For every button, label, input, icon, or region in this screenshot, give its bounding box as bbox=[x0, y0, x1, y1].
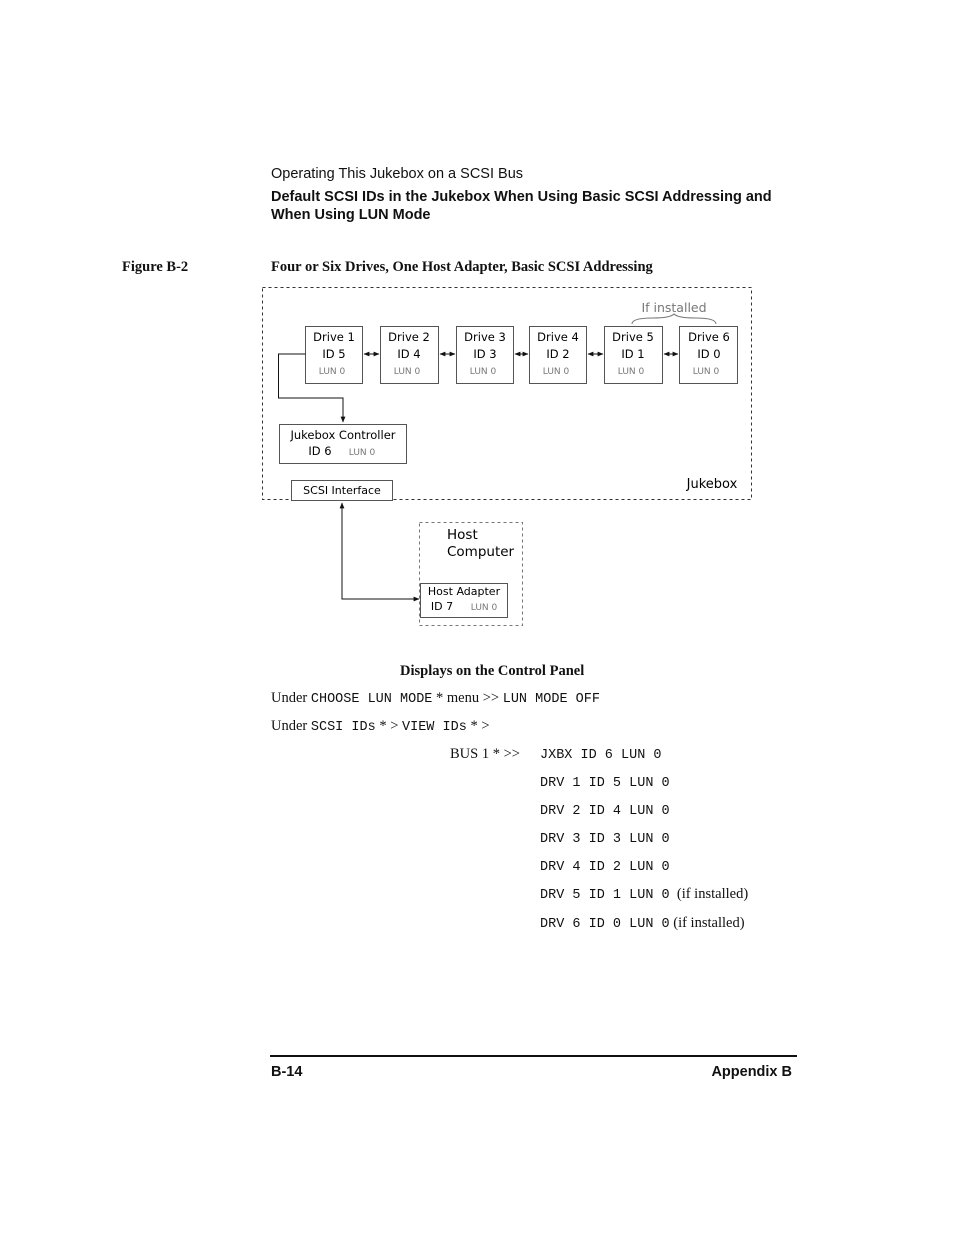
if-installed-brace bbox=[632, 314, 716, 324]
host-adapter-lun: LUN 0 bbox=[470, 603, 498, 613]
display-row: JXBX ID 6 LUN 0 bbox=[540, 748, 662, 763]
host-adapter-id: ID 7 bbox=[430, 600, 454, 613]
display-row: DRV 1 ID 5 LUN 0 bbox=[540, 776, 670, 791]
drive-lun: LUN 0 bbox=[617, 367, 645, 377]
drive-name: Drive 5 bbox=[612, 330, 654, 344]
jukebox-controller-box bbox=[280, 425, 407, 464]
host-label-line2: Computer bbox=[447, 544, 515, 560]
figure-label: Figure B-2 bbox=[122, 259, 189, 275]
jukebox-label: Jukebox bbox=[686, 477, 738, 492]
display-row: DRV 4 ID 2 LUN 0 bbox=[540, 860, 670, 875]
drive-lun: LUN 0 bbox=[542, 367, 570, 377]
menu-code: LUN MODE OFF bbox=[502, 692, 600, 707]
menu-code: SCSI IDs bbox=[310, 720, 376, 735]
drive-id: ID 5 bbox=[322, 347, 346, 361]
display-row: DRV 6 ID 0 LUN 0 (if installed) bbox=[540, 915, 745, 932]
drive-lun: LUN 0 bbox=[469, 367, 497, 377]
panel-heading: Displays on the Control Panel bbox=[400, 663, 585, 679]
controller-name: Jukebox Controller bbox=[290, 428, 396, 442]
drive-lun: LUN 0 bbox=[393, 367, 421, 377]
scsi-diagram bbox=[248, 282, 770, 627]
display-row: DRV 5 ID 1 LUN 0 (if installed) bbox=[540, 886, 749, 903]
host-adapter-box bbox=[421, 584, 508, 618]
drive-name: Drive 3 bbox=[464, 330, 506, 344]
appendix-label: Appendix B bbox=[711, 1064, 792, 1080]
drive-name: Drive 6 bbox=[688, 330, 730, 344]
scsi-interface-box bbox=[292, 481, 393, 501]
drive-name: Drive 2 bbox=[388, 330, 430, 344]
display-row: DRV 3 ID 3 LUN 0 bbox=[540, 832, 670, 847]
jukebox-enclosure bbox=[263, 288, 752, 500]
drive-lun: LUN 0 bbox=[692, 367, 720, 377]
running-head: Operating This Jukebox on a SCSI Bus bbox=[271, 166, 524, 182]
drive-box bbox=[381, 327, 439, 384]
scsi-interface-label: SCSI Interface bbox=[303, 484, 381, 497]
drive-box bbox=[306, 327, 363, 384]
bus-prefix: BUS 1 * >> bbox=[450, 746, 524, 762]
drive-box bbox=[457, 327, 514, 384]
menu-code: VIEW IDs bbox=[402, 720, 467, 735]
section-title: Default SCSI IDs in the Jukebox When Using Basic SCSI Addressing and When Using LUN Mode bbox=[271, 189, 772, 223]
host-label-line1: Host bbox=[447, 527, 478, 543]
display-row: DRV 2 ID 4 LUN 0 bbox=[540, 804, 670, 819]
drive-id: ID 2 bbox=[546, 347, 570, 361]
footer-rule bbox=[270, 1055, 797, 1057]
menu-code: CHOOSE LUN MODE bbox=[310, 692, 433, 707]
drive-id: ID 4 bbox=[397, 347, 421, 361]
if-installed-label: If installed bbox=[641, 300, 707, 315]
panel-line-scsi-ids: Under SCSI IDs * > VIEW IDs * > bbox=[271, 718, 490, 735]
drive-box bbox=[530, 327, 587, 384]
drive-id: ID 1 bbox=[621, 347, 645, 361]
host-adapter-name: Host Adapter bbox=[427, 585, 501, 598]
drive-box bbox=[605, 327, 663, 384]
figure-title: Four or Six Drives, One Host Adapter, Basic SCSI Addressing bbox=[271, 259, 653, 275]
drive-name: Drive 1 bbox=[313, 330, 355, 344]
drive-id: ID 3 bbox=[473, 347, 497, 361]
drive-lun: LUN 0 bbox=[318, 367, 346, 377]
page-number: B-14 bbox=[271, 1064, 303, 1080]
host-interface-link bbox=[342, 503, 419, 599]
controller-id: ID 6 bbox=[308, 444, 332, 458]
drive-box bbox=[680, 327, 738, 384]
controller-lun: LUN 0 bbox=[348, 448, 376, 458]
drive-name: Drive 4 bbox=[537, 330, 579, 344]
panel-line-lun-mode: Under CHOOSE LUN MODE * menu >> LUN MODE OFF bbox=[271, 690, 600, 707]
drive-id: ID 0 bbox=[697, 347, 721, 361]
